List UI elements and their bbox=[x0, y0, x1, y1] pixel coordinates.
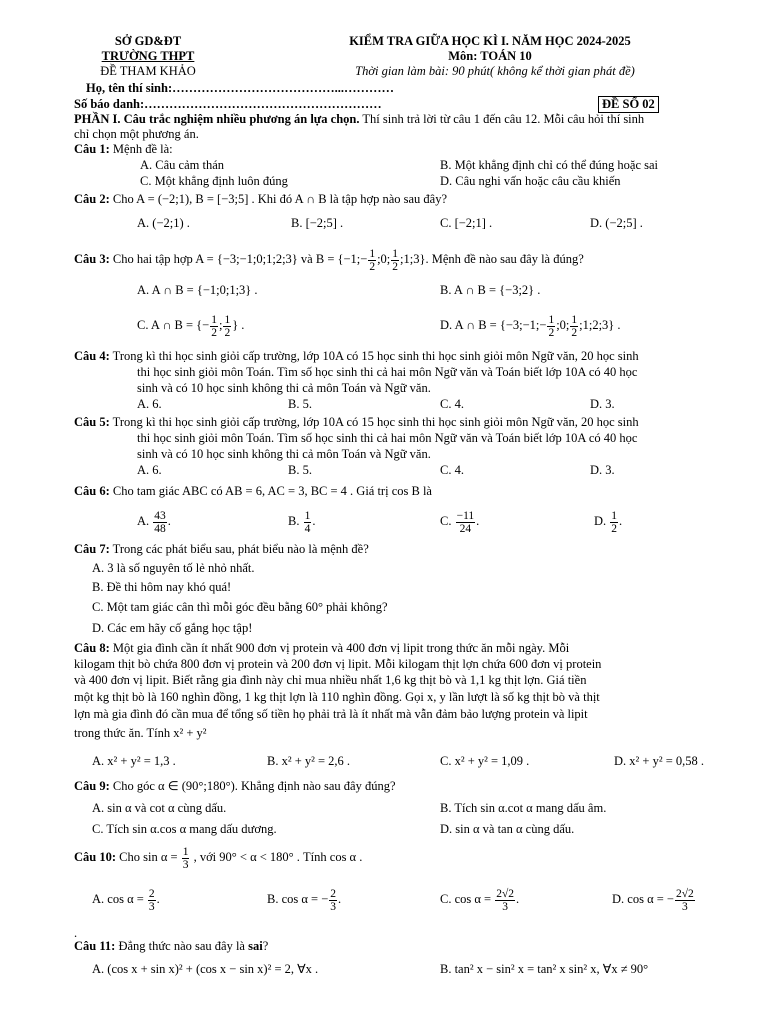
option-text: D. A ∩ B = {−3;−1;− bbox=[440, 318, 547, 332]
denominator: 24 bbox=[459, 522, 472, 535]
numerator: 1 bbox=[224, 313, 231, 326]
question-label: Câu 3: bbox=[74, 252, 110, 266]
question-text: Trong kì thi học sinh giỏi cấp trường, lớp 10A có 15 học sinh thi học sinh giỏi môn Ngữ văn, 20 học sinh bbox=[109, 349, 639, 363]
q4-option-c[interactable]: C. 4. bbox=[440, 397, 464, 411]
option-letter: D. bbox=[594, 514, 607, 528]
q1-option-c[interactable]: C. Một khẳng định luôn đúng bbox=[140, 174, 288, 188]
q9-option-a[interactable]: A. sin α và cot α cùng dấu. bbox=[92, 801, 227, 815]
question-5 bbox=[74, 415, 639, 430]
question-8-line2: kilogam thịt bò chứa 800 đơn vị protein và 200 đơn vị lipit. Mỗi kilogam thịt lợn chứa 600 đơn vị protein bbox=[74, 657, 602, 671]
question-text: Một gia đình cần ít nhất 900 đơn vị protein và 400 đơn vị lipit trong thức ăn mỗi ngày. Mỗi bbox=[109, 641, 570, 655]
q7-option-d[interactable]: D. Các em hãy cố gắng học tập! bbox=[92, 621, 253, 635]
denominator: 3 bbox=[330, 900, 337, 913]
question-text: Trong kì thi học sinh giỏi cấp trường, lớp 10A có 15 học sinh thi học sinh giỏi môn Ngữ văn, 20 học sinh bbox=[109, 415, 639, 429]
part1-desc1: Thí sinh trả lời từ câu 1 đến câu 12. Mỗi câu hỏi thí sinh bbox=[359, 112, 645, 126]
numerator: 1 bbox=[211, 313, 217, 326]
question-8-line3: và 400 đơn vị lipit. Biết rằng gia đình này chỉ mua nhiều nhất 1,6 kg thịt bò và 1,1 kg thịt lợn. Giá tiền bbox=[74, 673, 587, 687]
question-6 bbox=[74, 484, 432, 499]
denominator: 2 bbox=[224, 326, 231, 339]
option-letter: B. bbox=[288, 514, 300, 528]
question-11 bbox=[74, 939, 268, 954]
reference-label: ĐỀ THAM KHẢO bbox=[100, 64, 196, 78]
question-text: , với 90° < α < 180° . Tính cos α . bbox=[190, 850, 363, 864]
question-2 bbox=[74, 192, 447, 207]
exam-code: ĐỀ SỐ 02 bbox=[598, 96, 659, 113]
question-5-line3: sinh và có 10 học sinh không thi cả môn Toán và Ngữ văn. bbox=[137, 447, 431, 461]
q5-option-a[interactable]: A. 6. bbox=[137, 463, 162, 477]
question-text: Cho A = (−2;1), B = [−3;5] . Khi đó A ∩ B là tập hợp nào sau đây? bbox=[109, 192, 447, 206]
question-text: Cho tam giác ABC có AB = 6, AC = 3, BC = 4 . Giá trị cos B là bbox=[109, 484, 432, 498]
option-text: ;0; bbox=[556, 318, 570, 332]
numerator: 2√2 bbox=[496, 887, 515, 900]
question-label: Câu 4: bbox=[74, 349, 110, 363]
denominator: 2 bbox=[548, 326, 555, 339]
question-text: ;0; bbox=[377, 252, 391, 266]
question-text: Cho sin α = bbox=[116, 850, 181, 864]
question-text: Cho hai tập hợp A = {−3;−1;0;1;2;3} và B = {−1;− bbox=[109, 252, 368, 266]
option-text: } . bbox=[232, 318, 245, 332]
question-label: Câu 10: bbox=[74, 850, 117, 864]
q4-option-b[interactable]: B. 5. bbox=[288, 397, 312, 411]
option-text: B. cos α = − bbox=[267, 892, 329, 906]
q1-option-b[interactable]: B. Một khẳng định chỉ có thể đúng hoặc sai bbox=[440, 158, 659, 172]
question-8-line5: lợn mà gia đình đó cần mua để tổng số tiền họ phải trả là ít nhất mà vẫn đảm bảo lượng protein và lipit bbox=[74, 707, 588, 721]
numerator: 1 bbox=[304, 509, 311, 522]
numerator: 1 bbox=[611, 509, 618, 522]
numerator: 1 bbox=[571, 313, 578, 326]
q1-option-a[interactable]: A. Câu cảm thán bbox=[140, 158, 225, 172]
question-text: Cho góc α ∈ (90°;180°). Khẳng định nào sau đây đúng? bbox=[109, 779, 396, 793]
numerator: −11 bbox=[456, 509, 475, 522]
question-7 bbox=[74, 542, 369, 557]
fraction bbox=[495, 888, 515, 913]
question-text: Mệnh đề là: bbox=[109, 142, 173, 156]
question-text: Đẳng thức nào sau đây là bbox=[115, 939, 249, 953]
q1-option-d[interactable]: D. Câu nghi vấn hoặc câu cầu khiến bbox=[440, 174, 621, 188]
denominator: 2 bbox=[211, 326, 217, 339]
q11-option-a[interactable]: A. (cos x + sin x)² + (cos x − sin x)² = 2, ∀x . bbox=[92, 962, 319, 976]
part1-desc2: chỉ chọn một phương án. bbox=[74, 127, 199, 141]
question-label: Câu 8: bbox=[74, 641, 110, 655]
question-3 bbox=[74, 245, 584, 273]
option-text: C. A ∩ B = {− bbox=[137, 318, 210, 332]
fraction bbox=[610, 510, 618, 535]
part1-title: PHẦN I. Câu trắc nghiệm nhiều phương án lựa chọn. bbox=[74, 112, 360, 126]
q10-option-b[interactable]: B. cos α = − $\frac{2}{3}$ . bbox=[267, 887, 342, 913]
time-label: Thời gian làm bài: 90 phút( không kể thời gian phát đề) bbox=[355, 64, 635, 78]
fraction-half bbox=[547, 314, 555, 339]
fraction bbox=[148, 888, 156, 913]
q10-option-c[interactable]: C. cos α = $\frac{2√2}{3}$ . bbox=[440, 887, 520, 913]
fraction-half bbox=[570, 314, 578, 339]
denominator: 3 bbox=[148, 900, 155, 913]
question-label: Câu 9: bbox=[74, 779, 110, 793]
q2-option-b[interactable]: B. [−2;5] . bbox=[291, 216, 344, 230]
fraction bbox=[329, 888, 337, 913]
denominator: 3 bbox=[682, 900, 688, 913]
question-8-line6: trong thức ăn. Tính x² + y² bbox=[74, 726, 207, 740]
fraction bbox=[304, 510, 312, 535]
q4-option-a[interactable]: A. 6. bbox=[137, 397, 162, 411]
dept-label: SỞ GD&ĐT bbox=[114, 34, 182, 48]
q9-option-c[interactable]: C. Tích sin α.cos α mang dấu dương. bbox=[92, 822, 277, 836]
q2-option-a[interactable]: A. (−2;1) . bbox=[137, 216, 190, 230]
q9-option-b[interactable]: B. Tích sin α.cot α mang dấu âm. bbox=[440, 801, 607, 815]
denominator: 48 bbox=[154, 522, 166, 535]
candidate-id-line: Số báo danh:………………………………………………… bbox=[74, 97, 382, 111]
q5-option-b[interactable]: B. 5. bbox=[288, 463, 312, 477]
q8-option-c[interactable]: C. x² + y² = 1,09 . bbox=[440, 754, 530, 768]
q10-option-d[interactable] bbox=[612, 884, 696, 914]
q6-option-d[interactable]: D. $\frac{1}{2}$ . bbox=[594, 509, 623, 535]
fraction-half bbox=[391, 248, 399, 273]
numerator: 43 bbox=[154, 509, 166, 522]
q3-option-c[interactable] bbox=[137, 311, 244, 339]
q5-option-c[interactable]: C. 4. bbox=[440, 463, 464, 477]
question-4-line3: sinh và có 10 học sinh không thi cả môn Toán và Ngữ văn. bbox=[137, 381, 431, 395]
question-8 bbox=[74, 641, 569, 656]
candidate-name-line: Họ, tên thí sinh:…………………………………...………… bbox=[86, 81, 395, 95]
question-label: Câu 2: bbox=[74, 192, 110, 206]
q3-option-b[interactable]: B. A ∩ B = {−3;2} . bbox=[440, 283, 541, 297]
question-9 bbox=[74, 779, 396, 794]
exam-title: KIỂM TRA GIỮA HỌC KÌ I. NĂM HỌC 2024-2025 bbox=[349, 34, 631, 48]
q6-option-b[interactable]: B. $\frac{1}{4}$ . bbox=[288, 509, 316, 535]
q3-option-d[interactable] bbox=[440, 311, 621, 339]
denominator: 3 bbox=[182, 858, 189, 871]
q8-option-b[interactable]: B. x² + y² = 2,6 . bbox=[267, 754, 351, 768]
q9-option-d[interactable]: D. sin α và tan α cùng dấu. bbox=[440, 822, 575, 836]
q7-option-b[interactable]: B. Đề thi hôm nay khó quá! bbox=[92, 580, 232, 594]
option-text: A. cos α = bbox=[92, 892, 147, 906]
denominator: 3 bbox=[502, 900, 509, 913]
question-4 bbox=[74, 349, 639, 364]
question-8-line4: một kg thịt bò là 160 nghìn đồng, 1 kg thịt lợn là 110 nghìn đồng. Gọi x, y lần lượt là số kg thịt bò và thịt bbox=[74, 690, 600, 704]
subject-label: Môn: TOÁN 10 bbox=[448, 49, 532, 63]
option-letter: A. bbox=[137, 514, 150, 528]
numerator: 1 bbox=[548, 313, 555, 326]
q8-option-d[interactable]: D. x² + y² = 0,58 . bbox=[614, 754, 704, 768]
q6-option-c[interactable]: C. $\frac{-11}{24}$ . bbox=[440, 509, 480, 535]
question-1 bbox=[74, 142, 173, 157]
numerator: 1 bbox=[392, 247, 399, 260]
question-text: ? bbox=[262, 939, 269, 953]
q11-option-b[interactable]: B. tan² x − sin² x = tan² x sin² x, ∀x ≠ 90° bbox=[440, 962, 649, 976]
q7-option-c[interactable]: C. Một tam giác cân thì mỗi góc đều bằng 60° phải không? bbox=[92, 600, 388, 614]
fraction bbox=[153, 510, 167, 535]
school-label: TRƯỜNG THPT bbox=[101, 49, 195, 63]
denominator: 2 bbox=[571, 326, 578, 339]
q5-option-d[interactable]: D. 3. bbox=[590, 463, 615, 477]
question-emphasis: sai bbox=[248, 939, 263, 953]
denominator: 2 bbox=[392, 260, 399, 273]
q3-option-a[interactable]: A. A ∩ B = {−1;0;1;3} . bbox=[137, 283, 258, 297]
denominator: 2 bbox=[369, 260, 376, 273]
question-4-line2: thi học sinh giỏi môn Toán. Tìm số học sinh thi cả hai môn Ngữ văn và Toán biết lớp 10A có 40 học bbox=[137, 365, 638, 379]
option-text: D. cos α = − bbox=[612, 892, 674, 906]
numerator: 1 bbox=[182, 845, 189, 858]
q6-option-a[interactable]: A. $\frac{43}{48}$ . bbox=[137, 509, 171, 535]
stray-dot: . bbox=[74, 926, 78, 940]
question-label: Câu 5: bbox=[74, 415, 110, 429]
part1-instructions bbox=[74, 112, 644, 127]
q4-option-d[interactable]: D. 3. bbox=[590, 397, 615, 411]
fraction-half bbox=[223, 314, 231, 339]
q7-option-a[interactable]: A. 3 là số nguyên tố lẻ nhỏ nhất. bbox=[92, 561, 255, 575]
numerator: 2√2 bbox=[675, 887, 694, 900]
option-text: C. cos α = bbox=[440, 892, 495, 906]
numerator: 2 bbox=[148, 887, 155, 900]
q10-option-a[interactable]: A. cos α = $\frac{2}{3}$ . bbox=[92, 887, 160, 913]
question-label: Câu 7: bbox=[74, 542, 110, 556]
fraction-half bbox=[210, 314, 218, 339]
denominator: 2 bbox=[611, 522, 618, 535]
question-label: Câu 1: bbox=[74, 142, 110, 156]
fraction-half bbox=[368, 248, 376, 273]
question-10 bbox=[74, 843, 362, 871]
option-text: ;1;2;3} . bbox=[579, 318, 621, 332]
fraction bbox=[675, 888, 695, 913]
question-5-line2: thi học sinh giỏi môn Toán. Tìm số học sinh thi cả hai môn Ngữ văn và Toán biết lớp 10A có 40 học bbox=[137, 431, 638, 445]
question-text: ;1;3}. Mệnh đề nào sau đây là đúng? bbox=[400, 252, 584, 266]
fraction bbox=[456, 510, 476, 535]
q2-option-d[interactable]: D. (−2;5] . bbox=[590, 216, 643, 230]
numerator: 1 bbox=[369, 247, 376, 260]
fraction bbox=[182, 846, 190, 871]
question-label: Câu 6: bbox=[74, 484, 110, 498]
q8-option-a[interactable]: A. x² + y² = 1,3 . bbox=[92, 754, 176, 768]
denominator: 4 bbox=[304, 522, 311, 535]
numerator: 2 bbox=[330, 887, 337, 900]
option-letter: C. bbox=[440, 514, 452, 528]
q2-option-c[interactable]: C. [−2;1] . bbox=[440, 216, 493, 230]
question-text: Trong các phát biểu sau, phát biểu nào là mệnh đề? bbox=[109, 542, 369, 556]
question-label: Câu 11: bbox=[74, 939, 116, 953]
option-text: ; bbox=[218, 318, 223, 332]
